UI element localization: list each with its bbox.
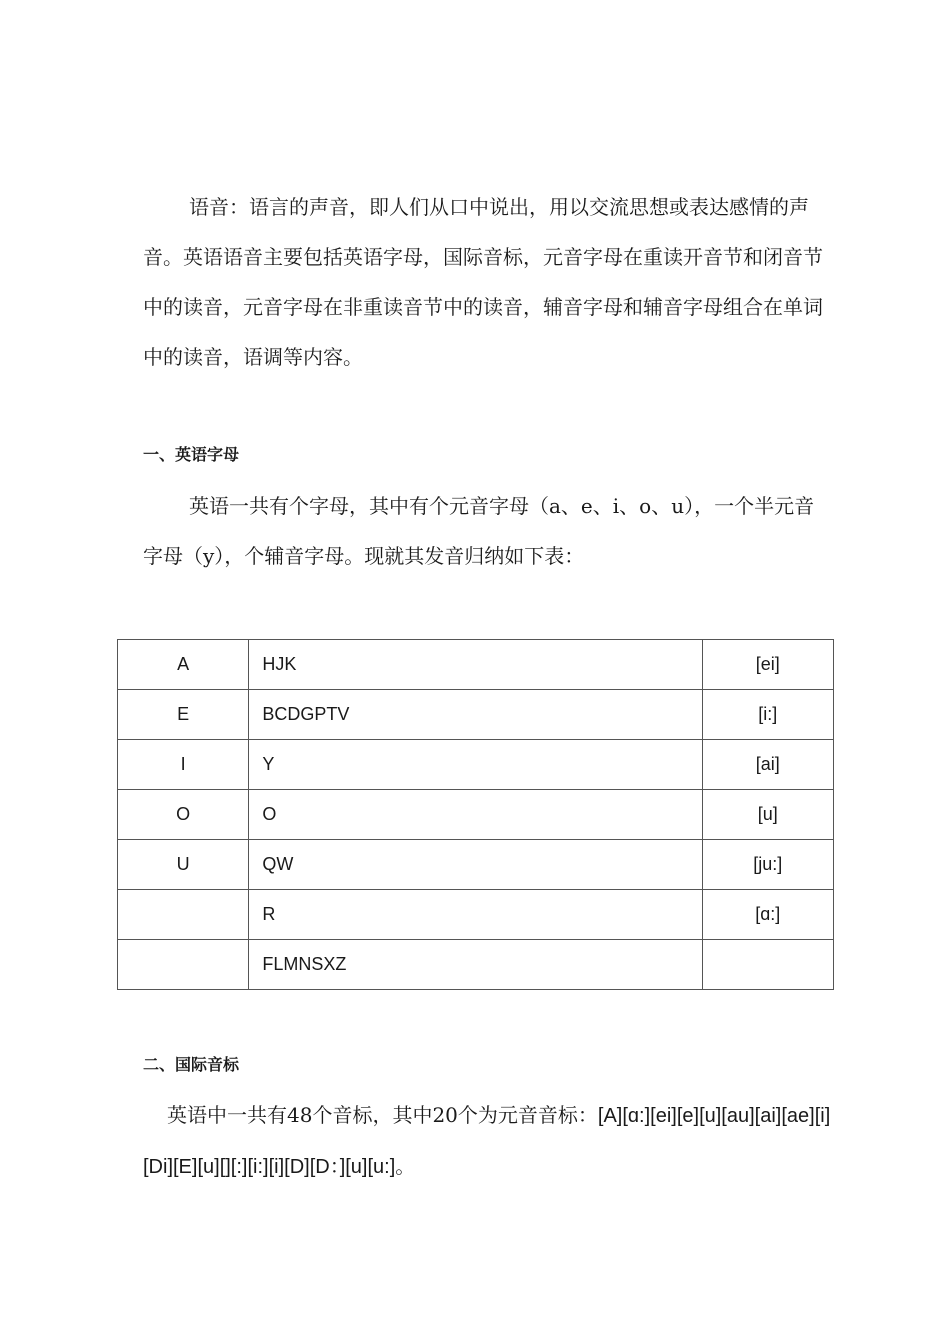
intro-paragraph: 语音：语言的声音，即人们从口中说出，用以交流思想或表达感情的声音。英语语音主要包括英语字母，国际音标，元音字母在重读开音节和闭音节中的读音，元音字母在非重读音节中的读音，辅音字母和辅音字母组合在单词中的读音，语调等内容。 — [143, 195, 823, 369]
letters-cell: O — [249, 790, 702, 840]
sound-cell: [ai] — [702, 740, 833, 790]
letter-sound-table — [117, 639, 834, 990]
sound-cell: [ei] — [702, 640, 833, 690]
sound-cell: [i:] — [702, 690, 833, 740]
letters-cell: R — [249, 890, 702, 940]
vowel-cell: O — [118, 790, 249, 840]
letters-paragraph: 英语一共有个字母，其中有个元音字母（a、e、i、o、u），一个半元音字母（y），个辅音字母。现就其发音归纳如下表： — [143, 494, 815, 568]
letters-cell: Y — [249, 740, 702, 790]
table-row — [118, 890, 834, 940]
table-row — [118, 640, 834, 690]
vowel-cell: U — [118, 840, 249, 890]
table-row — [118, 740, 834, 790]
table-row — [118, 840, 834, 890]
section-heading-letters: 一、英语字母 — [143, 445, 240, 464]
sound-cell: [ju:] — [702, 840, 833, 890]
sound-cell — [702, 940, 833, 990]
table-row — [118, 940, 834, 990]
vowel-cell: I — [118, 740, 249, 790]
letters-cell: QW — [249, 840, 702, 890]
ipa-paragraph: 英语中一共有48个音标，其中20个为元音音标：[A][ɑ:][ei][e][u][au][ai][ae][i][Di][E][u][][:][i:][i][D][D：][u][u:]。 — [143, 1103, 831, 1178]
vowel-cell — [118, 940, 249, 990]
table-row — [118, 790, 834, 840]
letters-cell: HJK — [249, 640, 702, 690]
sound-cell: [ɑ:] — [702, 890, 833, 940]
letters-cell: FLMNSXZ — [249, 940, 702, 990]
section-heading-ipa: 二、国际音标 — [143, 1055, 240, 1074]
letters-cell: BCDGPTV — [249, 690, 702, 740]
ipa-symbols: [A][ɑ:][ei][e][u][au][ai][ae][i][Di][E][u][][:][i:][i][D][D：][u][u:]。 — [143, 1105, 831, 1178]
vowel-cell: E — [118, 690, 249, 740]
vowel-cell: A — [118, 640, 249, 690]
sound-cell: [u] — [702, 790, 833, 840]
vowel-cell — [118, 890, 249, 940]
table-row — [118, 690, 834, 740]
